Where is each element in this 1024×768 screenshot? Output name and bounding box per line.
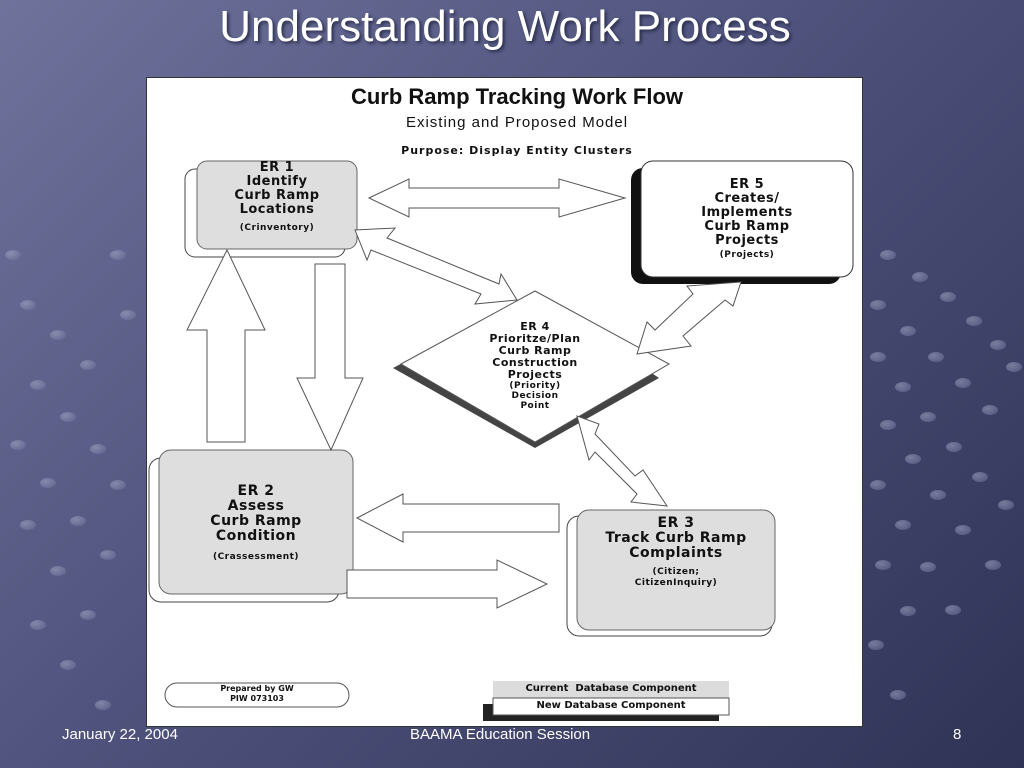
arrow-er2-to-er3 xyxy=(347,560,547,608)
er5-note: (Projects) xyxy=(719,250,775,260)
legend-current-label: Current Database Component xyxy=(525,683,697,694)
er1-line-3: Curb Ramp xyxy=(234,188,320,203)
page-number: 8 xyxy=(953,726,962,743)
er2-line-4: Condition xyxy=(215,528,297,544)
slide-title: Understanding Work Process xyxy=(219,2,791,51)
er3-line-3: Complaints xyxy=(629,545,723,561)
legend-new-label: New Database Component xyxy=(536,700,686,711)
er1-line-2: Identify xyxy=(246,174,308,189)
workflow-diagram-panel xyxy=(146,77,863,727)
arrow-er2-to-er1 xyxy=(187,250,265,442)
arrow-er1-to-er2 xyxy=(297,264,363,450)
arrow-er4-er3 xyxy=(577,416,667,506)
er4-line-1: ER 4 xyxy=(520,320,550,333)
er5-line-5: Projects xyxy=(715,233,779,248)
er4-note: (Priority) Decision Point xyxy=(509,381,561,411)
er2-line-1: ER 2 xyxy=(237,483,275,499)
arrow-er4-er5 xyxy=(637,282,741,354)
er1-note: (Crinventory) xyxy=(239,223,315,233)
er5-line-4: Curb Ramp xyxy=(704,219,790,234)
er4-label xyxy=(465,321,605,411)
diagram-title: Curb Ramp Tracking Work Flow xyxy=(350,84,684,109)
er2-label xyxy=(159,484,353,565)
arrow-er1-er5 xyxy=(369,179,625,217)
footer-center: BAAMA Education Session xyxy=(410,726,591,743)
er3-note: (Citizen; CitizenInquiry) xyxy=(634,567,718,588)
prepared-by-text: Prepared by GW PIW 073103 xyxy=(220,684,294,703)
er4-line-5: Projects xyxy=(507,368,563,381)
diagram-purpose: Purpose: Display Entity Clusters xyxy=(401,144,633,157)
er1-line-4: Locations xyxy=(239,202,315,217)
er3-label xyxy=(577,516,775,589)
er1-line-1: ER 1 xyxy=(259,160,295,175)
er4-line-2: Prioritze/Plan xyxy=(489,332,581,345)
er4-line-4: Construction xyxy=(492,356,578,369)
er5-line-3: Implements xyxy=(701,205,793,220)
er2-line-2: Assess xyxy=(227,498,285,514)
er1-label xyxy=(197,161,357,235)
footer-date: January 22, 2004 xyxy=(62,726,178,743)
er2-note: (Crassessment) xyxy=(212,552,300,562)
er3-line-1: ER 3 xyxy=(657,515,695,531)
er5-label xyxy=(641,178,853,262)
arrow-er1-er4 xyxy=(355,228,517,304)
er5-line-2: Creates/ xyxy=(714,191,780,206)
er5-line-1: ER 5 xyxy=(729,177,765,192)
er2-line-3: Curb Ramp xyxy=(210,513,302,529)
er4-line-3: Curb Ramp xyxy=(498,344,572,357)
arrow-er3-to-er2 xyxy=(357,494,559,542)
er3-line-2: Track Curb Ramp xyxy=(605,530,747,546)
diagram-subtitle: Existing and Proposed Model xyxy=(405,114,629,131)
